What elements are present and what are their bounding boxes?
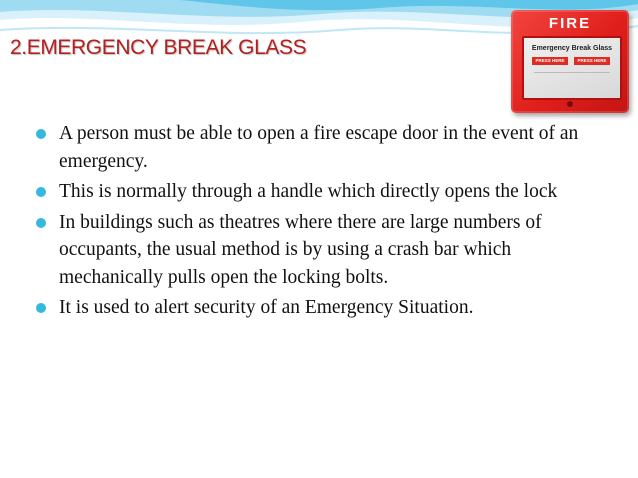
bullet-text: A person must be able to open a fire escape door in the event of an emergency. xyxy=(59,123,579,172)
bullet-marker-icon xyxy=(36,303,46,313)
bullet-list xyxy=(36,120,596,325)
bullet-item xyxy=(36,294,596,322)
bullet-text: It is used to alert security of an Emergency Situation. xyxy=(59,297,474,318)
bullet-item xyxy=(36,209,596,292)
fire-alarm-call-point-image xyxy=(511,10,629,113)
press-here-left: PRESS HERE xyxy=(532,57,568,65)
bullet-item xyxy=(36,120,596,175)
bullet-text: In buildings such as theatres where there are large numbers of occupants, the usual method is by using a crash bar which mechanically pulls open the locking bolts. xyxy=(59,211,542,288)
bullet-marker-icon xyxy=(36,129,46,139)
bullet-item xyxy=(36,178,596,206)
bullet-marker-icon xyxy=(36,187,46,197)
press-here-right: PRESS HERE xyxy=(574,57,610,65)
test-key-hole xyxy=(567,101,573,107)
bullet-text: This is normally through a handle which directly opens the lock xyxy=(59,181,558,202)
break-glass-panel xyxy=(522,36,622,100)
glass-divider xyxy=(534,72,610,73)
fire-label: FIRE xyxy=(548,15,592,32)
break-glass-label: Emergency Break Glass xyxy=(531,45,613,52)
bullet-marker-icon xyxy=(36,218,46,228)
slide-title: 2.EMERGENCY BREAK GLASS xyxy=(10,36,307,59)
